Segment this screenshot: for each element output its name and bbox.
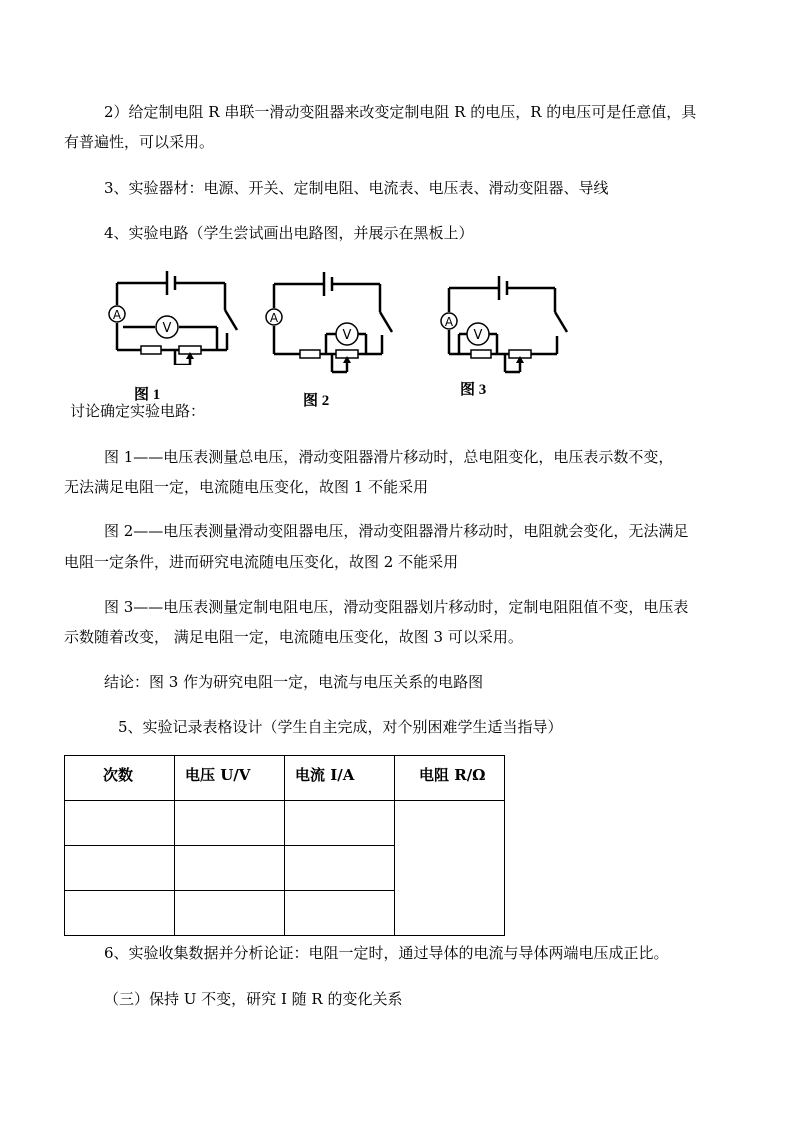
table-header-cell: 电流 I/A	[285, 756, 395, 801]
paragraph-method-2-line1: 2）给定制电阻 R 串联一滑动变阻器来改变定制电阻 R 的电压，R 的电压可是任意值，具	[104, 103, 697, 121]
table-cell[interactable]	[285, 801, 395, 846]
circuit-diagram-1	[105, 265, 245, 365]
table-header-row	[65, 756, 505, 801]
paragraph-fig3-line1: 图 3——电压表测量定制电阻电压，滑动变阻器划片移动时，定制电阻阻值不变，电压表	[104, 598, 689, 616]
table-cell[interactable]	[65, 801, 175, 846]
table-header-cell: 电压 U/V	[175, 756, 285, 801]
ammeter-icon: A	[112, 308, 122, 322]
table-cell-resistance-merged[interactable]	[395, 801, 505, 936]
section-heading-3: （三）保持 U 不变，研究 I 随 R 的变化关系	[104, 990, 403, 1008]
paragraph-fig1-line1: 图 1——电压表测量总电压，滑动变阻器滑片移动时，总电阻变化，电压表示数不变，	[104, 448, 674, 466]
paragraph-equipment: 3、实验器材：电源、开关、定制电阻、电流表、电压表、滑动变阻器、导线	[104, 179, 609, 197]
table-cell[interactable]	[285, 846, 395, 891]
paragraph-fig3-line2: 示数随着改变， 满足电阻一定，电流随电压变化，故图 3 可以采用。	[64, 628, 523, 646]
circuit-diagram-3	[437, 274, 577, 379]
voltmeter-icon: V	[473, 328, 483, 343]
figure-1-caption: 图 1	[134, 387, 161, 403]
table-row	[65, 801, 505, 846]
paragraph-fig1-line2: 无法满足电阻一定，电流随电压变化，故图 1 不能采用	[64, 478, 429, 496]
ammeter-icon: A	[444, 315, 454, 329]
ammeter-icon: A	[269, 311, 279, 325]
paragraph-discussion: 讨论确定实验电路：	[70, 402, 206, 420]
table-cell[interactable]	[175, 891, 285, 936]
figure-2-caption: 图 2	[303, 393, 330, 409]
table-cell[interactable]	[285, 891, 395, 936]
table-cell[interactable]	[65, 846, 175, 891]
voltmeter-icon: V	[342, 328, 352, 343]
paragraph-circuit-heading: 4、实验电路（学生尝试画出电路图，并展示在黑板上）	[104, 224, 474, 242]
table-cell[interactable]	[65, 891, 175, 936]
paragraph-table-design: 5、实验记录表格设计（学生自主完成，对个别困难学生适当指导）	[118, 718, 563, 736]
figure-3-caption: 图 3	[460, 382, 487, 398]
paragraph-analysis: 6、实验收集数据并分析论证：电阻一定时，通过导体的电流与导体两端电压成正比。	[104, 944, 669, 962]
table-header-cell: 次数	[65, 756, 175, 801]
paragraph-method-2-line2: 有普遍性，可以采用。	[64, 133, 215, 151]
paragraph-fig2-line1: 图 2——电压表测量滑动变阻器电压，滑动变阻器滑片移动时，电阻就会变化，无法满足	[104, 522, 689, 540]
record-table	[64, 755, 505, 936]
paragraph-conclusion: 结论：图 3 作为研究电阻一定，电流与电压关系的电路图	[104, 673, 484, 691]
table-cell[interactable]	[175, 801, 285, 846]
paragraph-fig2-line2: 电阻一定条件，进而研究电流随电压变化，故图 2 不能采用	[64, 553, 459, 571]
voltmeter-icon: V	[162, 321, 172, 336]
circuit-diagram-2	[262, 270, 402, 375]
table-header-cell: 电阻 R/Ω	[395, 756, 505, 801]
table-cell[interactable]	[175, 846, 285, 891]
